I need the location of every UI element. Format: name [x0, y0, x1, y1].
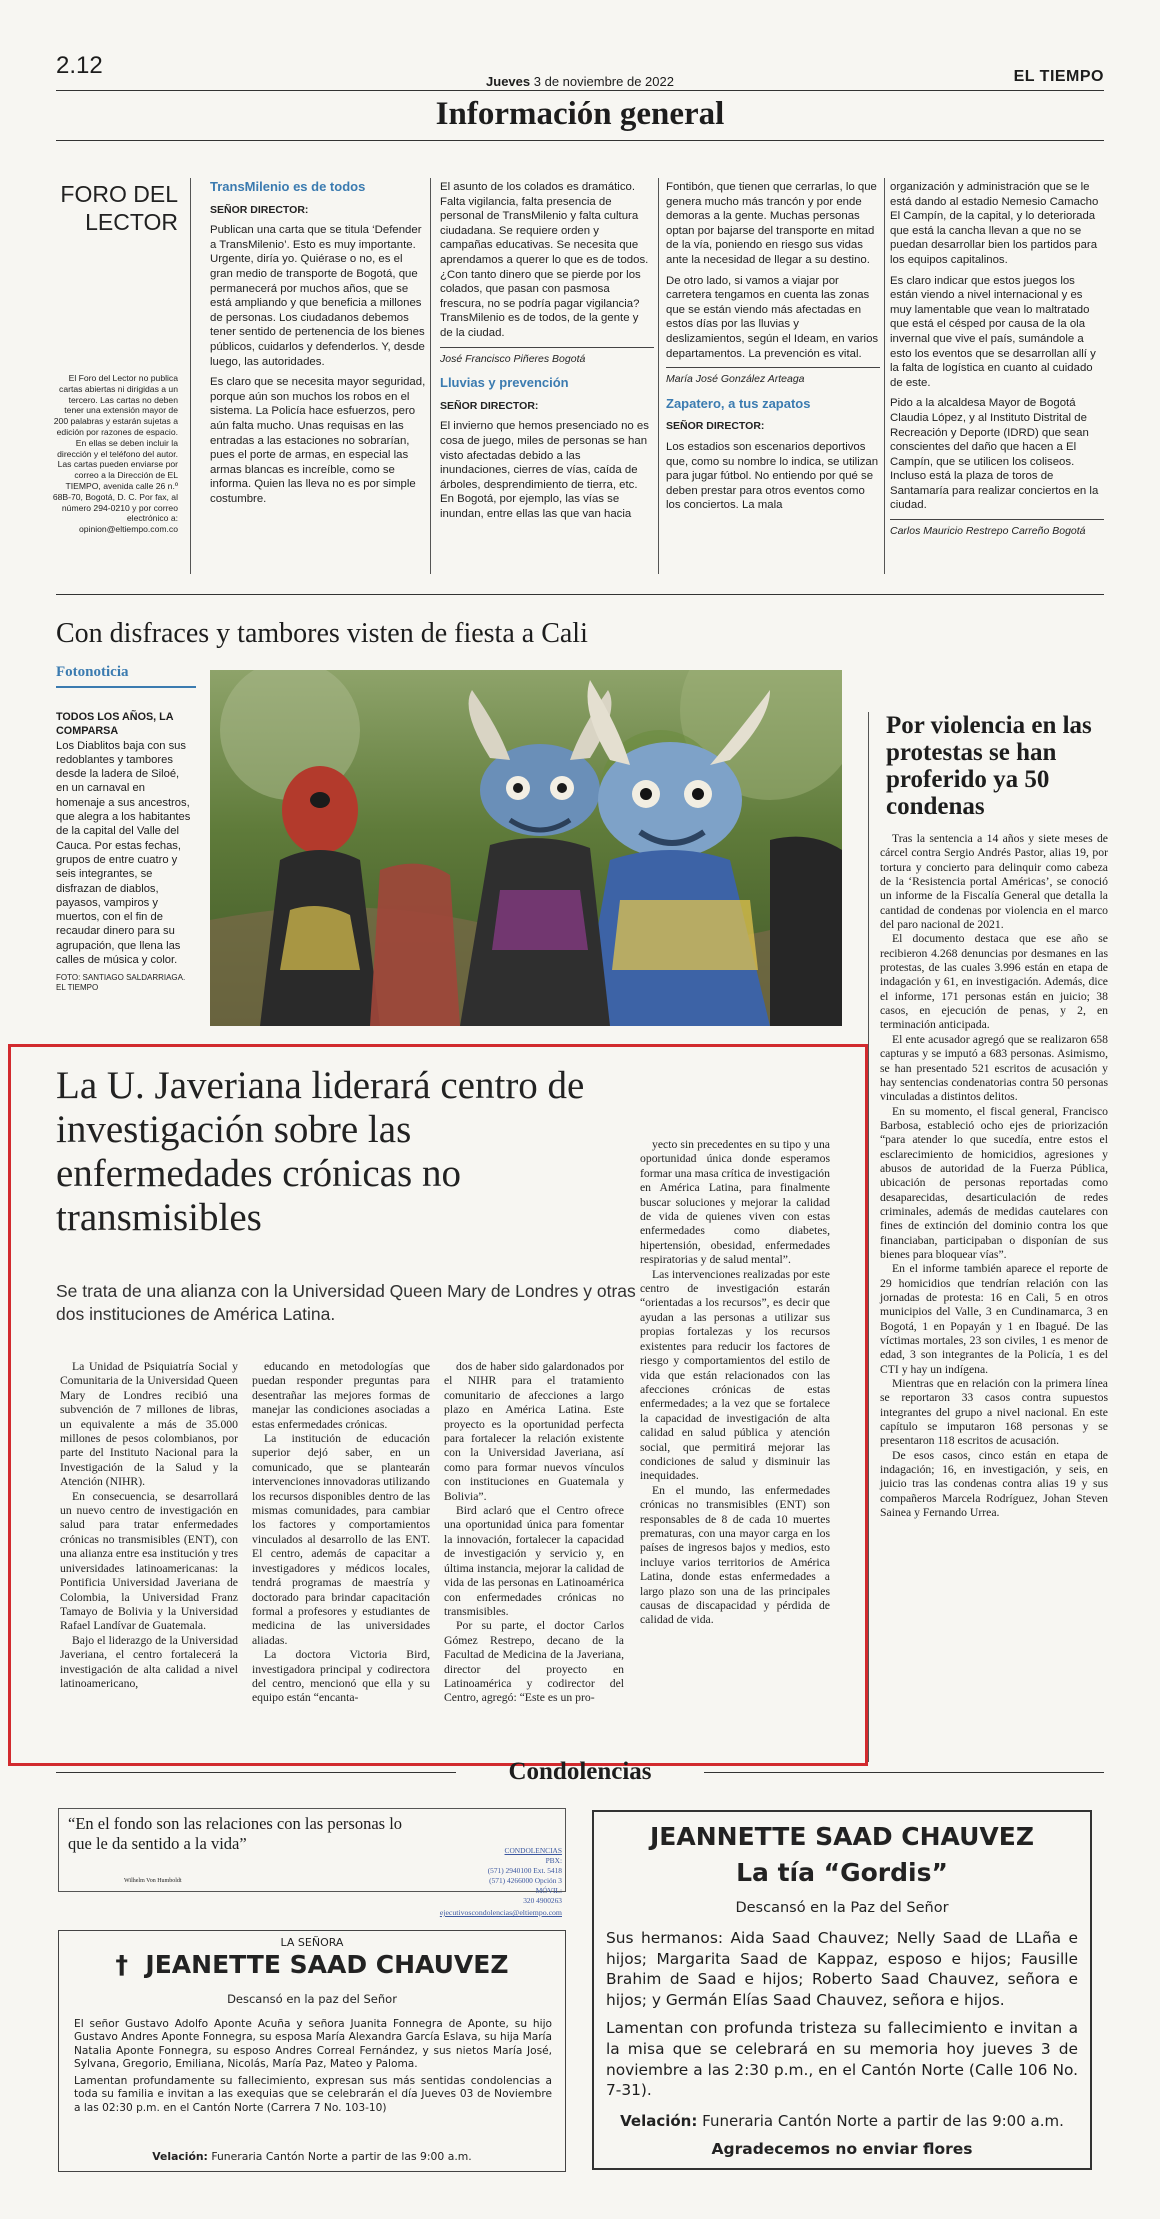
left-obit-paragraph: El señor Gustavo Adolfo Aponte Acuña y señora Juanita Fonnegra de Aponte, su hijo Gustavo Andres Aponte Fonnegra, su esposa María Alexandra García Eslava, su hija María Natalia Aponte Fonnegra, su esposo Andres Correal Fernández, y sus nietos María José, Sylvana, Gregorio, Emiliana, Nicolás, María Paz, Mateo y Paloma. — [74, 2018, 552, 2070]
foro-note: El Foro del Lector no publica cartas abiertas ni dirigidas a un tercero. Las cartas no deben tener una extensión mayor de 200 palabras y estarán sujetas a edición por razones de espacio. En ellas se deben incluir la dirección y el teléfono del autor. Las cartas pueden enviarse por correo a la Dirección de EL TIEMPO, avenida calle 26 n.º 68B-70, Bogotá, D. C. Por fax, al número 294-0210 y por correo electrónico a: opinion@eltiempo.com.co — [52, 373, 178, 535]
letter-paragraph: Los estadios son escenarios deportivos que, como su nombre lo indica, se utilizan para jugar fútbol. No entiendo por qué se deben prestar para otros eventos como los conciertos. La mala — [666, 440, 879, 512]
letter-column-1 — [210, 180, 426, 512]
letter-paragraph: Fontibón, que tienen que cerrarlas, lo que genera mucho más trancón y por ende demoras a la gente. Muchas personas optan por bajarse del transporte en mitad de la vía, poniendo en riesgo sus vidas ante la necesidad de llegar a su destino. — [666, 181, 877, 266]
letter-paragraph: organización y administración que se le está dando al estadio Nemesio Camacho El Campín, de la capital, y lo deteriorada que está la cancha llevan a que no se puedan desarrollar bien los partidos para los equipos capitalinos. — [890, 181, 1099, 266]
main-deck: Se trata de una alianza con la Universidad Queen Mary de Londres y otras dos instituciones de América Latina. — [56, 1281, 636, 1324]
letter-paragraph: De otro lado, si vamos a viajar por carretera tengamos en cuenta las zonas que se están viendo más afectadas en estos días por las lluvias y deslizamientos, según el Ideam, en varios departamentos. La prevención es vital. — [666, 274, 879, 360]
letter-signature: José Francisco Piñeres Bogotá — [440, 347, 654, 367]
main-headline: La U. Javeriana liderará centro de investigación sobre las enfermedades crónicas no transmisibles — [56, 1064, 585, 1239]
letter-column-3 — [666, 180, 880, 519]
contact-line: (571) 4266000 Opción 3 — [489, 1876, 562, 1885]
brand-logo: EL TIEMPO — [1013, 68, 1104, 85]
foro-title-line2: LECTOR — [85, 209, 178, 235]
velacion-label: Velación: — [620, 2112, 698, 2130]
article-paragraph: La institución de educación superior dejó saber, en un comunicado, que se plantearán intervenciones innovadoras utilizando los recursos disponibles dentro de las mismas comunidades, para cambiar los factores y comportamientos vinculados al desarrollo de las ENT. El centro, además de capacitar a investigadores y médicos locales, tendrá programas de maestría y doctorado para brindar capacitación formal a profesores y estudiantes de medicina de las universidades aliadas. — [252, 1432, 430, 1647]
article-paragraph: En consecuencia, se desarrollará un nuevo centro de investigación en salud para tratar enfermedades crónicas no transmisibles (ENT), con una alianza entre esa institución y tres universidades latinoamericanas: la Pontificia Universidad Javeriana de Colombia, la Universidad Franz Tamayo de Bolivia y la Universidad Rafael Landívar de Guatemala. — [60, 1489, 238, 1633]
letter-column-2 — [440, 180, 654, 527]
letters-bottom-rule — [56, 594, 1104, 595]
left-obit-name: JEANETTE SAAD CHAUVEZ — [145, 1950, 509, 1979]
article-paragraph: En el mundo, las enfermedades crónicas no transmisibles (ENT) son responsables de 8 de cada 10 muertes prematuras, con una mayor carga en los países de ingresos bajos y medios, esto incluye varios territorios de América Latina, donde estas enfermedades a largo plazo son una de las principales causas de discapacidad y pérdida de calidad de vida. — [640, 1483, 830, 1627]
sidebar-paragraph: Tras la sentencia a 14 años y siete meses de cárcel contra Sergio Andrés Pastor, alias 19, por tortura y concierto para delinquir como cabeza de la ‘Resistencia portal Américas’, se conoció un informe de la Fiscalía General que detalla la cantidad de condenas por violencia en el marco del paro nacional de 2021. — [880, 832, 1108, 932]
column-divider — [190, 178, 191, 574]
right-obit-nickname: La tía “Gordis” — [736, 1858, 948, 1887]
article-column-1 — [60, 1360, 238, 1691]
letter-paragraph: Publican una carta que se titula ‘Defender a TransMilenio’. Esto es muy importante. Urgente, diría yo. Quiérase o no, es el gran medio de transporte de Bogotá, que permanecerá por muchos años, que se está ampliando y que beneficia a millones de personas. Los ciudadanos debemos tener sentido de pertenencia de los bienes públicos, cuidarlos y defenderlos. Y, desde luego, las autoridades. — [210, 224, 425, 368]
article-paragraph: Bird aclaró que el Centro ofrece una oportunidad única para fomentar la innovación, fortalecer la capacidad de investigación y servicio y, en última instancia, mejorar la calidad de vida de las personas en Latinoamérica con enfermedades crónicas no transmisibles. — [444, 1504, 624, 1618]
right-obit-paragraph: Sus hermanos: Aida Saad Chauvez; Nelly Saad de LLaña e hijos; Margarita Saad de Kappaz, esposo e hijos; Fausille Brahim de Saad e hijos; Roberto Saad Chauvez, señora e hijos; y Germán Elías Saad Chauvez, señora e hijos. — [606, 1929, 1078, 2009]
contact-line: (571) 2940100 Ext. 5418 — [487, 1866, 562, 1875]
article-column-4 — [640, 1138, 830, 1628]
left-obit-name-row — [60, 1950, 564, 1979]
letter-paragraph: El asunto de los colados es dramático. Falta vigilancia, falta presencia de personal de TransMilenio y falta cultura ciudadana. Se requiere orden y campañas educativas. Se necesita que aprendamos a querer lo que es de todos. ¿Con tanto dinero que se pierde por los colados, que pasan con pasmosa frescura, no se podría pagar vigilancia? TransMilenio es de todos, de la gente y de la ciudad. — [440, 181, 649, 339]
column-divider — [430, 178, 431, 574]
cross-icon: † — [115, 1950, 128, 1979]
column-divider — [884, 178, 885, 574]
sidebar-paragraph: Mientras que en relación con la primera línea se reportaron 33 casos contra supuestos integrantes del grupo a nivel nacional. En este capítulo se imputaron 168 personas y se presentaron 118 escritos de acusación. — [880, 1377, 1108, 1448]
article-paragraph: dos de haber sido galardonados por el NIHR para el tratamiento comunitario de afecciones a largo plazo en América Latina. Este proyecto es la oportunidad perfecta para fortalecer la relación existente con la Universidad Javeriana, así como para formar nuevos vínculos con instituciones en Guatemala y Bolivia”. — [444, 1360, 624, 1503]
velacion-text: Funeraria Cantón Norte a partir de las 9:00 a.m. — [211, 2150, 472, 2163]
contact-email: ejecutivoscondolencias@eltiempo.com — [439, 1908, 562, 1917]
letter-column-4 — [890, 180, 1104, 549]
photo-caption: Los Diablitos baja con sus redoblantes y tambores desde la ladera de Siloé, en un carnaval en homenaje a sus ancestros, que alegra a los habitantes de la capital del Valle del Cauca. Por estas fechas, grupos de entre cuatro y seis integrantes, se disfrazan de diablos, payasos, vampiros y muertos, con el fin de recaudar dinero para su agrupación, que llena las calles de música y color. — [56, 739, 191, 967]
letter-paragraph: Pido a la alcaldesa Mayor de Bogotá Claudia López, y al Instituto Distrital de Recreación y Deporte (IDRD) que sean conscientes del daño que hacen a El Campín, que se utilicen los coliseos. Incluso está la plaza de toros de Santamaría para realizar conciertos en la ciudad. — [890, 397, 1099, 512]
article-paragraph: La Unidad de Psiquiatría Social y Comunitaria de la Universidad Queen Mary de Londres recibió una subvención de 7 millones de libras, un equivalente a más de 35.000 millones de pesos colombianos, por parte del Instituto Nacional para la Investigación de la Salud y la Atención (NIHR). — [60, 1360, 238, 1489]
right-obit-rest: Descansó en la Paz del Señor — [735, 1900, 949, 1916]
left-obit-paragraph: Lamentan profundamente su fallecimiento, expresan sus más sentidas condolencias a toda su familia e invitan a las exequias que se celebrarán el día Jueves 03 de Noviembre a las 02:30 p.m. en el Cantón Norte (Carrera 7 No. 103-10) — [74, 2075, 552, 2114]
section-rule — [56, 140, 1104, 141]
photo-story-headline: Con disfraces y tambores visten de fiesta a Cali — [56, 618, 588, 649]
contact-line: PBX: — [545, 1856, 562, 1865]
sidebar-body — [880, 832, 1108, 1521]
sidebar-paragraph: El documento destaca que ese año se recibieron 4.268 denuncias por desmanes en las protestas, de las cuales 3.996 están en etapa de indagación y 61, en investigación. Además, dice el informe, 171 personas están en juicio; 38 casos, en ejecución de penas, y 2, en terminación anticipada. — [880, 932, 1108, 1032]
left-obit-title: LA SEÑORA — [280, 1936, 344, 1949]
quote-text: “En el fondo son las relaciones con las personas lo que le da sentido a la vida” — [68, 1814, 403, 1853]
letter-salutation: SEÑOR DIRECTOR: — [666, 420, 765, 433]
photo-credit: FOTO: SANTIAGO SALDARRIAGA. EL TIEMPO — [56, 973, 186, 993]
article-paragraph: Por su parte, el doctor Carlos Gómez Restrepo, decano de la Facultad de Medicina de la Javeriana, director del proyecto en Latinoamérica y codirector del Centro, agregó: “Este es un pro- — [444, 1619, 624, 1705]
fotonoticia-label: Fotonoticia — [56, 664, 129, 680]
photo-caption-block — [56, 710, 194, 993]
article-column-2 — [252, 1360, 430, 1706]
left-obit-body — [74, 2018, 552, 2119]
right-obit-name: JEANNETTE SAAD CHAUVEZ — [650, 1822, 1034, 1851]
carnival-photo-illustration — [210, 670, 842, 1026]
page-number: 2.12 — [56, 52, 103, 79]
caption-kicker: TODOS LOS AÑOS, LA COMPARSA — [56, 711, 174, 738]
sidebar-paragraph: En su momento, el fiscal general, Francisco Barbosa, estableció ocho ejes de priorización “para atender lo que sucedía, entre estos el esclarecimiento de homicidios, agresiones y abusos de autoridad de la Fuerza Pública, ubicación de personas reportadas como desaparecidas, desarticulación de redes criminales, además de medidas cautelares con fines de extinción del dominio contra los que financiaban, participaban o disponían de sus bienes para bloquear vías”. — [880, 1104, 1108, 1261]
contact-title: CONDOLENCIAS — [504, 1846, 562, 1855]
sidebar-paragraph: De esos casos, cinco están en etapa de indagación; 16, en investigación, y seis, en juicio tras las condenas contra alias 19 y sus compañeros Marcela Rodríguez, Johan Steven Sainea y Fernando Urrea. — [880, 1448, 1108, 1520]
foro-title-line1: FORO DEL — [60, 181, 178, 207]
article-paragraph: yecto sin precedentes en su tipo y una oportunidad única donde esperamos formar una masa crítica de investigación en América Latina, para finalmente buscar soluciones y mejorar la calidad de vida de quienes viven con estas enfermedades como diabetes, hipertensión, obesidad, enfermedades respiratorias y de salud mental”. — [640, 1138, 830, 1267]
letter-signature: Carlos Mauricio Restrepo Carreño Bogotá — [890, 519, 1104, 539]
letter-salutation: SEÑOR DIRECTOR: — [440, 399, 539, 412]
left-obit-velacion — [60, 2150, 564, 2163]
left-obit-rest: Descansó en la paz del Señor — [227, 1992, 397, 2006]
sidebar-paragraph: El ente acusador agregó que se realizaron 658 capturas y se imputó a 683 personas. Asimismo, se han presentado 521 escritos de acusación y hay sentencias condenatorias contra 50 personas vinculadas a distintos delitos. — [880, 1032, 1108, 1104]
date-rest: 3 de noviembre de 2022 — [533, 74, 674, 89]
header-rule — [56, 90, 1104, 91]
column-divider — [658, 178, 659, 574]
letter-kicker: Lluvias y prevención — [440, 375, 569, 391]
right-obit-closing: Agradecemos no enviar flores — [711, 2140, 973, 2158]
right-obit-body — [606, 1928, 1078, 2109]
letter-salutation: SEÑOR DIRECTOR: — [210, 203, 309, 216]
sidebar-headline: Por violencia en las protestas se han proferido ya 50 condenas — [886, 712, 1092, 820]
article-paragraph: Bajo el liderazgo de la Universidad Javeriana, el centro fortalecerá la investigación de alta calidad a nivel latinoamericano, — [60, 1633, 238, 1690]
letter-paragraph: Es claro indicar que estos juegos los están viendo a nivel internacional y es muy lamentable que vean lo maltratado que está el césped por causa de la ola invernal que vive el país, sumándole a esto los eventos que se desarrollan allí y la falta de logística en cuanto al cuidado de este. — [890, 274, 1096, 389]
right-obit-paragraph: Lamentan con profunda tristeza su fallecimiento e invitan a la misa que se celebrará en su memoria hoy jueves 3 de noviembre a las 2:30 p.m., en el Cantón Norte (Calle 106 No. 7-31). — [606, 2019, 1078, 2100]
contact-line: MÓVIL: — [535, 1886, 562, 1895]
letter-paragraph: El invierno que hemos presenciado no es cosa de juego, miles de personas se han visto afectadas debido a las inundaciones, cierres de vías, caída de árboles, desprendimiento de tierra, etc. En Bogotá, por ejemplo, las vías se inundan, entre ellas las que van hacia — [440, 420, 649, 520]
article-paragraph: educando en metodologías que puedan responder preguntas para desentrañar las mejores formas de manejar las condiciones asociadas a estas enfermedades crónicas. — [252, 1360, 430, 1431]
quote-author: Wilhelm Von Humboldt — [124, 1878, 182, 1884]
letter-kicker: Zapatero, a tus zapatos — [666, 395, 811, 411]
letter-signature: María José González Arteaga — [666, 367, 880, 387]
date-line — [0, 74, 1160, 89]
velacion-text: Funeraria Cantón Norte a partir de las 9:00 a.m. — [702, 2112, 1064, 2130]
carnival-photo — [210, 670, 842, 1026]
letter-paragraph: Es claro que se necesita mayor seguridad, porque aún son muchos los robos en el sistema. La Policía hace esfuerzos, pero aún falta mucho. Unas requisas en las entradas a las estaciones no sobrarían, pues el porte de armas, en especial las armas blancas es increíble, como se informa. Quien las lleva no es por simple costumbre. — [210, 376, 426, 505]
fotonoticia-rule — [56, 686, 196, 688]
article-paragraph: Las intervenciones realizadas por este centro de investigación estarán “orientadas a los recursos”, es decir que ayudan a las personas a utilizar sus propias fortalezas y los recursos existentes para reducir los factores de riesgo y comportamientos del estilo de vida que están relacionados con las afecciones crónicas de estas enfermedades; a la vez que se fortalece la capacidad de investigación de alta calidad en salud pública y atención social, que permitirá mejorar las condiciones de salud y disminuir las inequidades. — [640, 1267, 830, 1483]
contact-line: 320 4900263 — [523, 1896, 562, 1905]
condolences-contact — [430, 1846, 562, 1906]
article-column-3 — [444, 1360, 624, 1706]
velacion-label: Velación: — [152, 2150, 208, 2163]
date-day: Jueves — [486, 74, 531, 89]
sidebar-divider — [868, 712, 869, 1762]
right-obit-velacion — [594, 2112, 1090, 2130]
sidebar-paragraph: En el informe también aparece el reporte de 29 homicidios que tendrían relación con las jornadas de protesta: 16 en Cali, 5 en otros municipios del Valle, 3 en Cundinamarca, 3 en Bogotá, 1 en Popayán y 1 en Ibagué. De las víctimas mortales, 23 son civiles, 1 es menor de edad, 3 son integrantes de la Policía, 1 es del CTI y hay un indígena. — [880, 1262, 1108, 1376]
condolences-title: Condolencias — [508, 1758, 652, 1785]
article-paragraph: La doctora Victoria Bird, investigadora principal y codirectora del centro, mencionó que ella y su equipo están “encanta- — [252, 1648, 430, 1705]
letter-kicker: TransMilenio es de todos — [210, 179, 366, 194]
foro-title — [60, 180, 178, 236]
section-title: Información general — [435, 96, 725, 132]
